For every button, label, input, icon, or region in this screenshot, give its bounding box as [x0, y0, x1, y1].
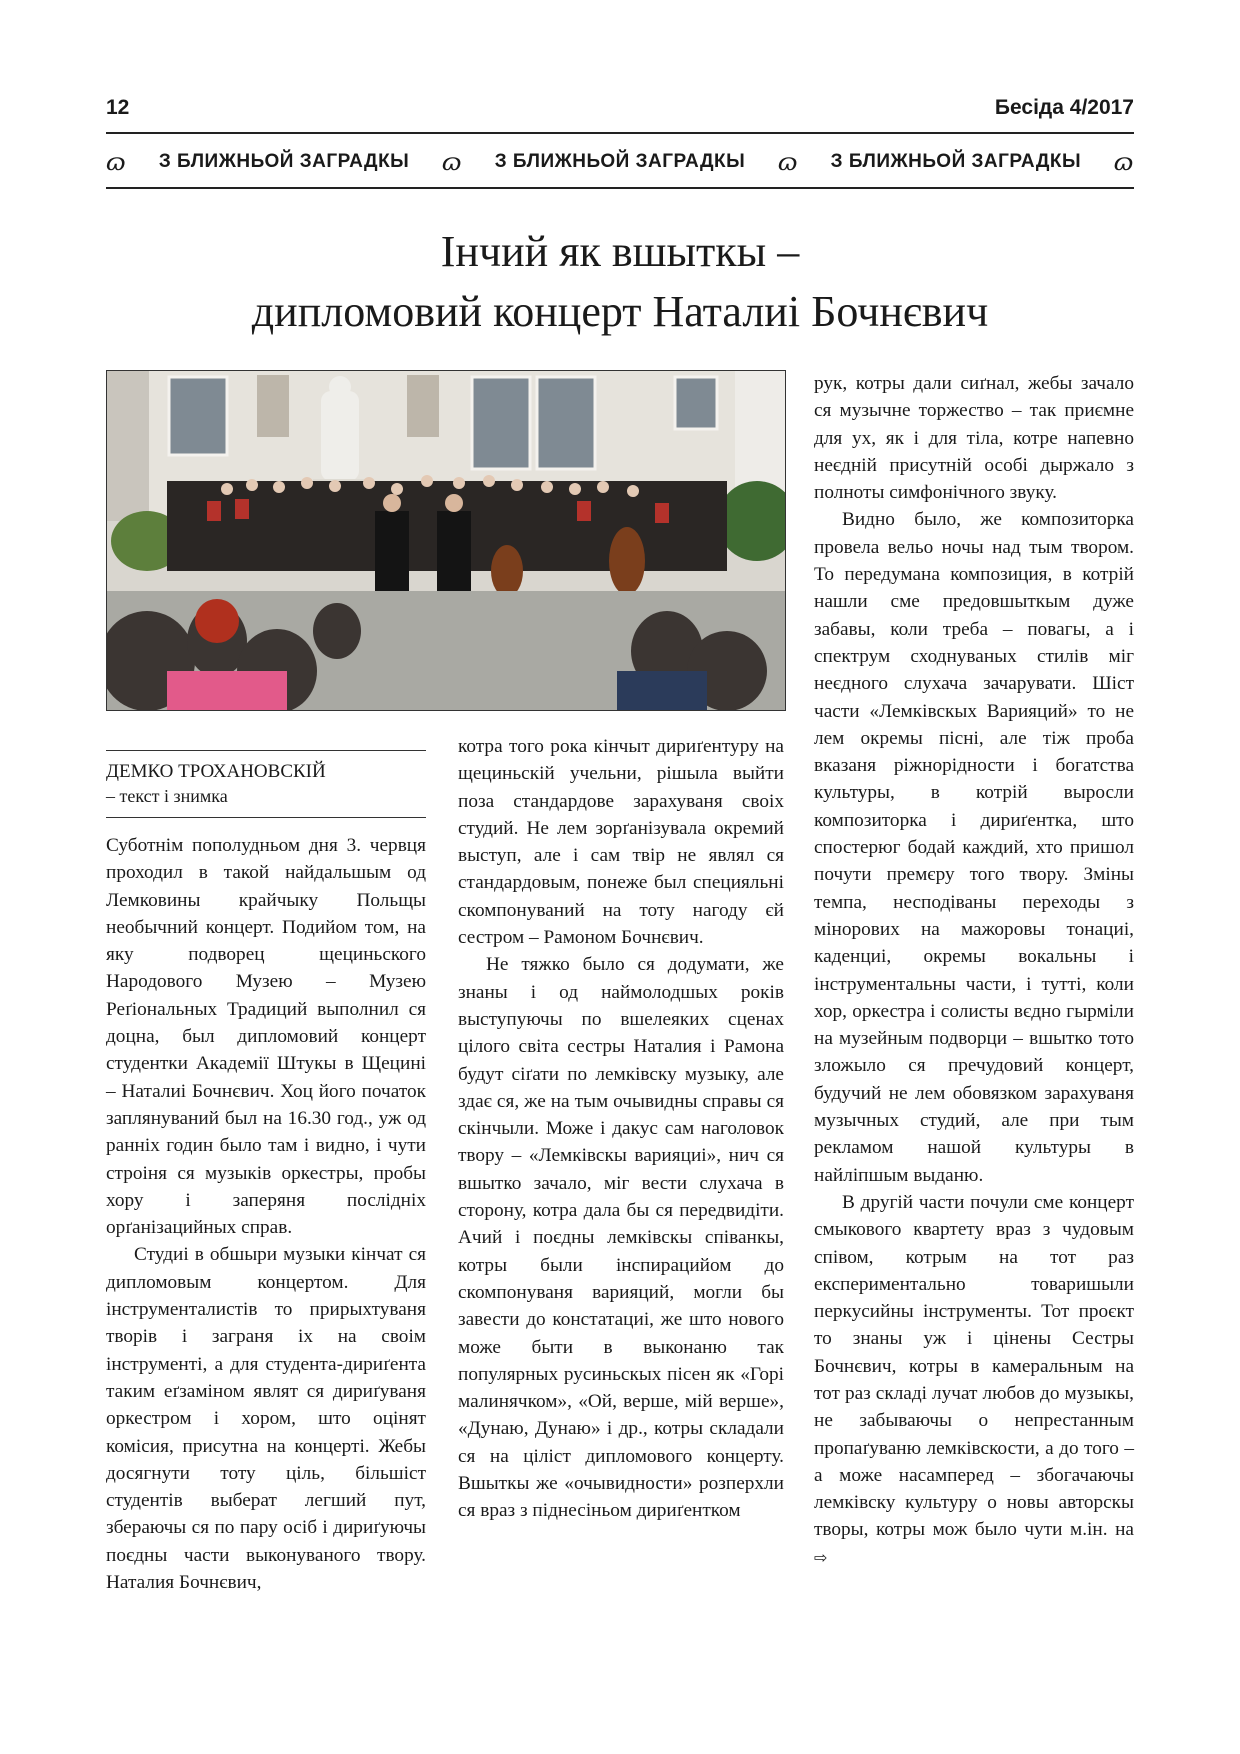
byline-rule-bottom: [106, 817, 426, 818]
title-line-2: дипломовий концерт Наталиі Бочнєвич: [251, 287, 989, 336]
section-label: З БЛИЖНЬОЙ ЗАГРАДКЫ: [830, 151, 1082, 172]
continue-arrow-icon: ⇨: [814, 1547, 828, 1567]
section-label: З БЛИЖНЬОЙ ЗАГРАДКЫ: [158, 151, 410, 172]
ornament-icon: ɷ: [441, 148, 463, 176]
ornament-icon: ɷ: [777, 148, 799, 176]
section-band: [106, 146, 1134, 178]
concert-photo: [106, 370, 786, 711]
paragraph: Студиі в обшыри музыки кінчат ся дипломовым концертом. Для інструменталистів то прирыхтуваня творів і заграня іх на своім інструменті, а для студента-дириґента таким еґзаміном являт ся дириґуваня оркестром і хором, што оцінят комісия, присутна на концерті. Жебы досягнути тоту ціль, більшіст студентів выберат легший пут, збераючы ся по пару осіб і дириґуючы поєдны части выконуваного твору. Наталия Бочнєвич,: [106, 1244, 426, 1594]
ornament-icon: ɷ: [106, 148, 127, 176]
author-credit: – текст і знимка: [106, 786, 228, 806]
paragraph: котра того рока кінчыт дириґентуру на щециньскій учельни, рішыла выйти поза стандардове зарахуваня своіх студий. Не лем зорґанізувала окремий выступ, але і сам твір не являл ся стандардовым, понеже был специяльні скомпонуваний на тоту нагоду єй сестром – Рамоном Бочнєвич.: [458, 736, 784, 949]
byline: [106, 760, 426, 808]
paragraph: Видно было, же композиторка провела вельо ночы над тым твором. То передумана композиция, в котрій нашли сме предовшыткым дуже забавы, коли треба – повагы, а і спектрум сходнуваных стилів міг неєдного слухача зачарувати. Шіст части «Лемківскых Варияций» то не лем окремы пісні, але тіж проба вказаня ріжнорідности і богатства культуры, в котрій выросли композиторка і дириґентка, што спостерюг бодай каждий, хто пришол почути премєру того твору. Зміны темпа, несподіваны переходы з мінорових на мажоровы тонациі, каденциі, окремы вокальны і інструментальны части, і тутті, коли хор, оркестра і солисты вєдно гырміли на музейным подворци – вшытко тото зложыло ся пречудовий концерт, будучий не лем обовязком зарахуваня музычных студий, але при тым рекламом нашой культуры в найліпшым выданю.: [814, 509, 1134, 1186]
header-rule-top: [106, 132, 1134, 134]
byline-rule-top: [106, 750, 426, 751]
text-column-3: [814, 370, 1134, 1571]
paragraph: рук, котры дали сиґнал, жебы зачало ся музычне торжество – так приємне для ух, як і для тіла, котре напевно неєдній присутній особі дыржало з полноты симфонічного звуку.: [814, 373, 1134, 504]
paragraph: Не тяжко было ся додумати, же знаны і од наймолодшых років выступуючы по вшелеяких сценах цілого світа сестры Наталия і Рамона будут сіґати по лемківску музыку, але здає ся, же на тым очывидны справы ся скінчыли. Може і дакус сам наголовок твору – «Лемківскы варияциі», нич ся вшытко зачало, міг вести слухача в сторону, котра дала бы ся передвидіти. Ачий і поєдны лемківскы співанкы, котры были інспирацийом до скомпонуваня варияций, могли бы завести до констатациі, же што нового може быти в выконаню так популярных русиньскых пісен як «Горі малинячком», «Ой, верше, мій верше», «Дунаю, Дунаю» і др., котры складали ся на ціліст дипломового концерту. Вшыткы же «очывидности» розперхли ся враз з піднесіньом дириґентком: [458, 954, 784, 1522]
header-rule-bottom: [106, 187, 1134, 189]
paragraph: Суботнім пополудньом дня 3. червця проходил в такой найдальшым од Лемковины крайчыку Польщы необычний концерт. Подийом том, на яку подворец щециньского Народового Музею – Музею Реґіональных Традиций выполнил ся доцна, был дипломовий концерт студентки Академії Штукы в Щецині – Наталиі Бочнєвич. Хоц його початок заплянуваний был на 16.30 год., уж од ранніх годин было там і видно, і чути строіня ся музыків оркестры, пробы хору і заперяня послідніх орґанізацийных справ.: [106, 835, 426, 1239]
text-column-1: [106, 832, 426, 1596]
paragraph: [814, 1189, 1134, 1571]
title-line-1: Інчий як вшыткы –: [440, 227, 800, 276]
text-column-2: [458, 733, 784, 1525]
issue-label: Бесіда 4/2017: [994, 96, 1134, 119]
paragraph-text: В другій части почули сме концерт смыкового квартету враз з чудовым співом, котрым на тот раз експериментально товаришыли перкусийны інструменты. Тот проєкт то знаны уж і цінены Сестры Бочнєвич, котры в камеральным на тот раз складі лучат любов до музыкы, не забываючы о непрестанным пропаґуваню лемківскости, а до того – а може насамперед – збогачаючы лемківску культуру о новы авторскы творы, котры мож было чути м.ін. на: [814, 1191, 1134, 1541]
page-number: 12: [106, 96, 130, 119]
author-name: ДЕМКО ТРОХАНОВСКІЙ: [106, 761, 326, 782]
ornament-icon: ɷ: [1113, 148, 1134, 176]
article-title: [106, 222, 1134, 342]
section-label: З БЛИЖНЬОЙ ЗАГРАДКЫ: [494, 151, 746, 172]
